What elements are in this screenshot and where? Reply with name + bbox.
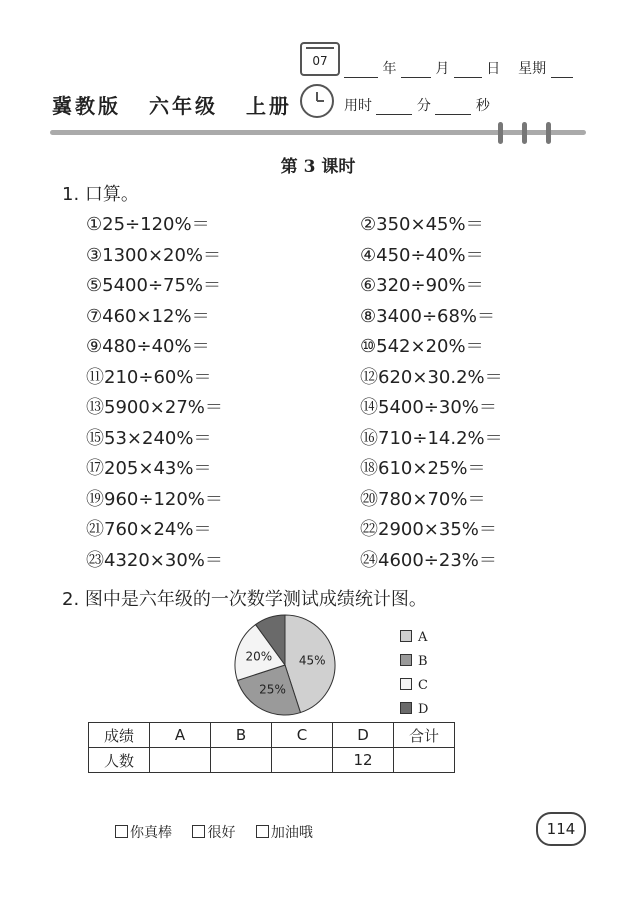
legend-item-b — [400, 654, 428, 669]
binder-ring-icon — [498, 122, 503, 144]
legend-item-a — [400, 630, 427, 645]
question-1-label: 1. 口算。 — [62, 184, 139, 205]
self-rating — [115, 822, 329, 842]
page-number: 114 — [536, 812, 586, 846]
question-2-label: 2. 图中是六年级的一次数学测试成绩统计图。 — [62, 589, 427, 610]
month-label: 月 — [435, 61, 450, 77]
problem-item: ⑲960÷120%＝ — [86, 488, 223, 510]
weekday-label: 星期 — [518, 61, 547, 77]
problem-item: ③1300×20%＝ — [86, 244, 222, 266]
time-used-line — [344, 95, 490, 115]
table-header-cell: 合计 — [394, 723, 455, 748]
problem-item: ⑳780×70%＝ — [360, 488, 486, 510]
answer-cell-total[interactable] — [394, 748, 455, 773]
rating-option[interactable]: 很好 — [192, 825, 235, 841]
binder-ring-icon — [522, 122, 527, 144]
problem-item: ⑫620×30.2%＝ — [360, 366, 503, 388]
legend-label-b: B — [418, 654, 428, 669]
problem-item: ⑭5400÷30%＝ — [360, 397, 497, 418]
problem-item: ㉔4600÷23%＝ — [360, 549, 497, 571]
table-row-label: 人数 — [89, 748, 150, 773]
checkbox-icon — [256, 825, 269, 838]
checkbox-icon — [115, 825, 128, 838]
legend-swatch-a — [400, 630, 412, 642]
calendar-icon — [300, 42, 340, 76]
problem-item: ①25÷120%＝ — [86, 214, 210, 235]
minutes-blank[interactable] — [376, 100, 412, 115]
problem-item: ②350×45%＝ — [360, 214, 484, 235]
answer-cell-c[interactable] — [272, 748, 333, 773]
table-row — [89, 748, 455, 773]
pie-chart — [232, 612, 338, 718]
clock-icon — [300, 84, 334, 118]
binder-ring-icon — [546, 122, 551, 144]
answer-cell-b[interactable] — [211, 748, 272, 773]
problem-item: ⑧3400÷68%＝ — [360, 305, 496, 327]
time-used-label: 用时 — [344, 98, 372, 114]
legend-swatch-b — [400, 654, 412, 666]
problem-item: ⑰205×43%＝ — [86, 458, 212, 479]
day-label: 日 — [486, 61, 501, 77]
table-header-cell: C — [272, 723, 333, 748]
problem-item: ⑤5400÷75%＝ — [86, 275, 222, 296]
book-title — [52, 90, 310, 119]
table-header-cell: B — [211, 723, 272, 748]
rating-option[interactable]: 你真棒 — [115, 825, 172, 841]
problem-item: ㉒2900×35%＝ — [360, 519, 497, 540]
table-header-cell: 成绩 — [89, 723, 150, 748]
weekday-blank[interactable] — [551, 63, 573, 78]
pie-label-a: 45% — [298, 653, 326, 668]
calendar-number: 07 — [312, 54, 328, 68]
checkbox-icon — [192, 825, 205, 838]
seconds-label: 秒 — [475, 98, 490, 114]
minutes-label: 分 — [416, 98, 431, 114]
problem-item: ⑩542×20%＝ — [360, 336, 484, 357]
book-volume: 上册 — [245, 94, 292, 118]
legend-item-c — [400, 678, 428, 693]
pie-label-b: 25% — [259, 682, 286, 697]
legend-label-c: C — [418, 678, 428, 693]
day-blank[interactable] — [454, 63, 482, 78]
lesson-title: 第 3 课时 — [280, 157, 356, 177]
legend-item-d — [400, 702, 428, 717]
problem-item: ④450÷40%＝ — [360, 244, 484, 266]
score-table — [88, 722, 455, 773]
month-blank[interactable] — [401, 63, 431, 78]
problem-item: ⑨480÷40%＝ — [86, 336, 210, 357]
problem-item: ㉑760×24%＝ — [86, 519, 212, 540]
book-publisher: 冀教版 — [52, 94, 121, 118]
book-grade: 六年级 — [148, 94, 218, 118]
legend-swatch-c — [400, 678, 412, 690]
problem-item: ⑥320÷90%＝ — [360, 275, 484, 296]
rating-option[interactable]: 加油哦 — [256, 825, 313, 841]
problem-item: ⑪210÷60%＝ — [86, 366, 212, 388]
year-blank[interactable] — [344, 63, 378, 78]
date-line — [344, 58, 573, 78]
problem-item: ⑮53×240%＝ — [86, 427, 212, 449]
problem-item: ⑱610×25%＝ — [360, 458, 486, 479]
problem-item: ⑯710÷14.2%＝ — [360, 427, 503, 449]
problem-item: ㉓4320×30%＝ — [86, 549, 223, 571]
answer-cell-d: 12 — [333, 748, 394, 773]
answer-cell-a[interactable] — [150, 748, 211, 773]
table-header-cell: A — [150, 723, 211, 748]
legend-label-d: D — [418, 702, 429, 717]
seconds-blank[interactable] — [435, 100, 471, 115]
year-label: 年 — [382, 61, 397, 77]
table-header-row — [89, 723, 455, 748]
legend-swatch-d — [400, 702, 412, 714]
table-header-cell: D — [333, 723, 394, 748]
pie-label-c: 20% — [245, 649, 273, 664]
problem-item: ⑬5900×27%＝ — [86, 397, 223, 418]
legend-label-a: A — [418, 630, 428, 645]
problem-item: ⑦460×12%＝ — [86, 305, 210, 327]
header-divider — [50, 130, 586, 135]
